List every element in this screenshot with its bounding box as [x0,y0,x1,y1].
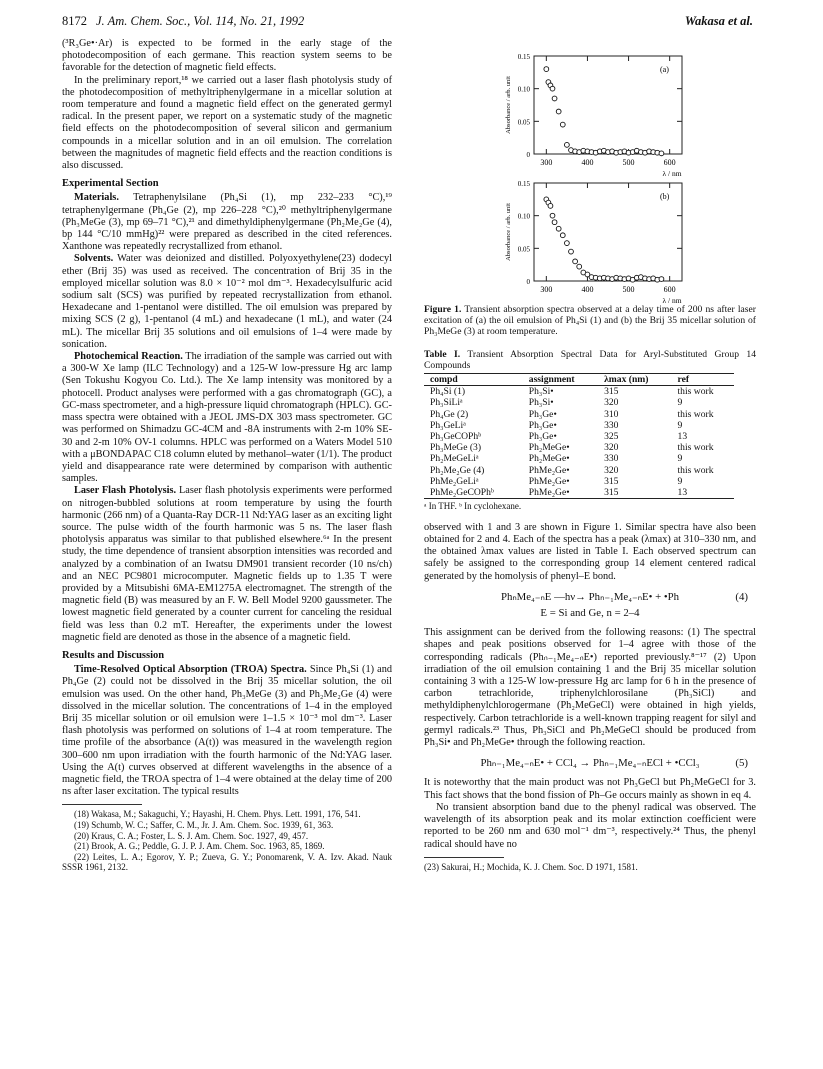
table-cell: Ph₂MeGe• [528,442,570,454]
column-header: assignment [528,374,575,385]
right-column [424,38,756,872]
paragraph: In the preliminary report,¹⁸ we carried out a laser flash photolysis study of the photodecomposition of methyltriphenylgermane in a micellar solution at room temperature and found a magnetic field effect on the generated germyl radical. In the present paper, we report on a systematic study of the magnetic field effects on the photodecomposition of several silicon and germanium compounds in a micellar solution and in an oil emulsion. The correlation between the magnitudes of magnetic field effects and the reaction conditions is also discussed. [62,74,392,172]
table-title: Transient Absorption Spectral Data for Aryl-Substituted Group 14 Compounds [424,349,757,371]
table-cell: 320 [604,397,619,409]
footnote: (19) Schumb, W. C.; Saffer, C. M., Jr. J. Am. Chem. Soc. 1939, 61, 363. [74,819,334,830]
data-point [556,226,561,231]
data-point [564,241,569,246]
table-row [424,465,734,476]
table-cell: Ph₃Ge• [528,408,557,420]
data-point [659,151,664,156]
equation-number: (4) [735,590,748,603]
table-cell: PhMe₂GeCOPhᵇ [424,487,523,499]
table-cell: 9 [677,397,683,409]
footnote: (20) Kraus, C. A.; Foster, L. S. J. Am. Chem. Soc. 1927, 49, 457. [74,830,309,841]
column-header: ref [677,374,690,385]
subheading: Laser Flash Photolysis. [74,485,177,497]
footnote: (18) Wakasa, M.; Sakaguchi, Y.; Hayashi, H. Chem. Phys. Lett. 1991, 176, 541. [74,809,361,820]
table-cell: 325 [604,431,619,443]
caption-label: Figure 1. [424,304,462,315]
x-axis-label: λ / nm [662,296,682,305]
table-cell: Ph₃GeLiᵃ [430,419,466,431]
spectra-chart [424,38,756,305]
table-caption [424,349,756,371]
table-cell: PhMe₂Ge• [528,475,570,487]
x-tick-label: 300 [540,285,553,294]
data-point [569,249,574,254]
y-tick-label: 0 [526,278,530,286]
x-tick-label: 600 [663,158,676,167]
data-point [550,213,555,218]
figure-caption [424,304,756,337]
equation-condition: E = Si and Ge, n = 2–4 [540,607,640,620]
running-header: 8172 [62,14,87,28]
paragraph: This assignment can be derived from the following reasons: (1) The spectral shapes and peak positions observed for 1–4 agree with those of the corresponding radicals (Phₙ₋₁Me₄₋ₙE•) reported previously.⁸⁻¹⁷ (2) Upon irradiation of the oil emulsion containing 1 and the Brij 35 micellar solution containing 3 with a 125-W low-pressure Hg arc lamp for 6 h in the presence of carbon tetrachloride, triphenylchlorosilane (Ph₃SiCl) and methyldiphenylchlorogermane (Ph₂MeGeCl) were obtained in high yields, respectively. Carbon tetrachloride is a well-known trapping reagent for silyl and germyl radicals.²³ Thus, Ph₃SiCl and Ph₂MeGeCl should be produced from Ph₃Si• and Ph₂MeGe• through the following reaction. [424,627,756,749]
footnote: (23) Sakurai, H.; Mochida, K. J. Chem. Soc. D 1971, 1581. [424,861,638,872]
x-axis-label: λ / nm [662,169,682,178]
table-row [424,476,734,487]
footnote-divider [424,857,504,858]
subheading: Solvents. [74,253,114,265]
table-cell: Ph₂MeGeLiᵃ [430,453,479,465]
footnote: (21) Brook, A. G.; Peddle, G. J. P. J. Am. Chem. Soc. 1963, 85, 1869. [74,841,325,852]
table-cell: Ph₂MeGe• [528,453,570,465]
paragraph: (³R₃Ge•·Ar) is expected to be formed in the early stage of the photodecomposition of each germane. This reaction system seems to be favorable for the detection of magnetic field effects. [62,38,392,74]
table-row [424,420,734,431]
author-header: Wakasa et al. [684,14,753,28]
table-cell: 320 [604,442,619,454]
data-point [560,122,565,127]
y-tick-label: 0.10 [517,212,530,221]
y-tick-label: 0.15 [517,180,530,188]
table-cell: Ph₄Si (1) [430,386,466,398]
y-tick-label: 0.15 [517,53,530,61]
equation-5 [424,757,756,769]
paragraph: observed with 1 and 3 are shown in Figure 1. Similar spectra have also been obtained for 2 and 4. Each of the spectra has a peak (λmax) at 310–330 nm, and the obtained λmax values are listed in Table I. Each observed spectrum can safely be assigned to the corresponding group 14 element centered radical generated by the homolysis of phenyl–E bond. [424,521,756,582]
data-point [564,142,569,147]
data-point [548,203,553,208]
table-cell: 315 [598,487,671,499]
y-tick-label: 0.05 [517,118,530,127]
data-point [577,264,582,269]
left-column [62,38,392,873]
data-point [659,277,664,282]
x-tick-label: 400 [581,285,594,294]
x-tick-label: 500 [622,285,635,294]
data-point [560,233,565,238]
data-point [550,86,555,91]
table-cell: 320 [604,464,619,476]
table-cell: 310 [604,408,619,420]
y-axis-label: Absorbance / arb. unit [505,76,512,134]
paragraph: Since Ph₄Si (1) and Ph₄Ge (2) could not be dissolved in the Brij 35 micellar solution, the oil emulsion was used. On the other hand, Ph₃MeGe (3) and Ph₂Me₂Ge (4) were dissolved in the micellar solution. The concentrations of 1–4 in the employed Brij 35 micellar solution or oil emulsion were 1–1.5 × 10⁻³ mol dm⁻³. Laser flash photolysis was performed on solutions of 1–4 at room temperature. The time profile of the absorbance (A(t)) was measured in the wavelength region 300–600 nm upon irradiation with the fourth harmonic of the Nd:YAG laser. Using the A(t) curves observed at different wavelengths in the absence of a magnetic field, the TROA spectra of 1–4 were obtained at the delay time of 200 ns after laser excitation. The typical results [62,664,392,798]
data-point [552,220,557,225]
column-header: compd [430,374,458,385]
equation-number: (5) [735,757,748,770]
table-cell: 9 [677,453,683,465]
table-cell: this work [677,442,714,454]
table-cell: Ph₃SiLiᵃ [430,397,463,409]
x-tick-label: 400 [581,158,594,167]
table-cell: 315 [604,475,619,487]
x-tick-label: 600 [663,285,676,294]
subheading: Time-Resolved Optical Absorption (TROA) Spectra. [74,664,307,676]
table-row [424,386,734,398]
table-cell: Ph₃GeCOPhᵇ [430,431,482,443]
table-row [424,487,734,499]
table-row [424,453,734,464]
data-point [556,109,561,114]
table-cell: Ph₃Ge• [528,419,557,431]
table-cell: 330 [604,453,619,465]
table-cell: PhMe₂GeLiᵃ [430,475,479,487]
y-tick-label: 0.10 [517,85,530,94]
data-point [573,259,578,264]
table-cell: Ph₃Si• [528,397,554,409]
subheading: Materials. [74,192,119,204]
caption-text: Transient absorption spectra observed at a delay time of 200 ns after laser excitation of (a) the oil emulsion of Ph₄Si (1) and (b) the Brij 35 micellar solution of Ph₃MeGe (3) at room temperature. [424,304,756,337]
data-point [552,96,557,101]
x-tick-label: 500 [622,158,635,167]
panel-label: (a) [660,65,669,74]
equation-4 [424,591,756,603]
paragraph: The irradiation of the sample was carried out with a 300-W Xe lamp (ILC Technology) and a 125-W low-pressure Hg arc lamp (Sen Tokushu Kogyou Co. Ltd.). The Xe lamp intensity was monitored by a photocell. Product analyses were performed with a gas chromatograph (GC), a GC-mass spectrometer, and a high-pressure liquid chromatograph (HPLC). GC-mass spectra were obtained with a JEOL JMS-DX 303 mass spectrometer. GC was performed on Shimadzu GC-4CM and -8A instruments with 2-m 10% SE-30 and 2-m 10% OV-1 columns. HPLC was performed on a Waters Model 510 with a μBONDAPAC C18 column eluted by methanol–water (1/1). The product yield and disappearance rate were determined by comparison with authentic samples. [62,351,392,485]
table-cell: 330 [604,419,619,431]
equation-text: PhₙMe₄₋ₙE ―hν→ Phₙ₋₁Me₄₋ₙE• + •Ph [500,590,680,603]
y-tick-label: 0 [526,151,530,159]
table-cell: 13 [677,431,688,443]
panel-label: (b) [660,192,670,201]
table-cell: this work [677,464,714,476]
footnotes [62,809,392,873]
footnote-divider [62,804,142,805]
table-cell: Ph₃Ge• [528,431,557,443]
table-cell: this work [677,408,714,420]
data-table [424,373,734,499]
table-cell: Ph₃Si• [528,386,554,398]
journal-citation: J. Am. Chem. Soc., Vol. 114, No. 21, 1992 [96,14,305,28]
table-cell: Ph₄Ge (2) [430,408,469,420]
table-row [424,442,734,453]
table-cell: PhMe₂Ge• [528,464,570,476]
column-header: λmax (nm) [604,374,649,385]
table-cell: 315 [604,386,619,398]
paragraph: Tetraphenylsilane (Ph₄Si (1), mp 232–233 °C),¹⁹ tetraphenylgermane (Ph₄Ge (2), mp 226–228 °C),²⁰ methyltriphenylgermane (Ph₃MeGe (3), mp 69–71 °C),²¹ and dimethyldiphenylgermane (Ph₂Me₂Ge (4), bp 144 °C/10 mmHg)²² were prepared as described in the cited references. Xanthone was repeatedly recrystallized from ethanol. [62,192,392,253]
y-axis-label: Absorbance / arb. unit [505,203,512,261]
table-cell: Ph₂Me₂Ge (4) [430,464,485,476]
paragraph: No transient absorption band due to the phenyl radical was observed. The wavelength of its absorption peak and its molar extinction coefficient were reported to be 260 nm and 630 mol⁻¹ dm⁻³, respectively.²⁴ Thus, the phenyl radical should have no [424,801,756,850]
table-cell: 13 [672,487,734,499]
table-label: Table I. [424,349,461,360]
x-tick-label: 300 [540,158,553,167]
y-tick-label: 0.05 [517,245,530,254]
paragraph: Laser flash photolysis experiments were performed on nitrogen-bubbled solutions at room temperature by using the fourth harmonic (266 nm) of a Quanta-Ray DCR-11 Nd:YAG laser as an exciting light source. The pulse width of the fourth harmonic was 5 ns. The laser flash photolysis apparatus was similar to that published elsewhere.⁶ᵃ In the present study, the time dependence of transient absorption intensities was recorded and analyzed by a combination of an Iwatsu DM901 transient recorder (10 ns/ch) and an NEC PC9801 microcomputer. Magnetic fields up to 1.35 T were provided by a Mitsubishi 6MA-EM1275A electromagnet. The strength of the magnetic field (B) was measured by an F. W. Bell Model 9200 gaussmeter. The lowest magnetic field generated by a counter current for canceling the residual field was less than 0.2 mT. Hereafter, the experiments under the lowest magnetic field are denoted as those in the absence of a magnetic field. [62,485,392,643]
figure-1 [424,38,756,305]
table-cell: 9 [677,475,683,487]
footnote: (22) Leites, L. A.; Egorov, Y. P.; Zueva, G. Y.; Ponomarenk, V. A. Izv. Akad. Nauk SSSR 1961, 2132. [62,851,392,873]
paragraph: Water was deionized and distilled. Polyoxyethylene(23) dodecyl ether (Brij 35) was used as received. The concentration of Brij 35 in the employed micellar solution was 8.0 × 10⁻² mol dm⁻³. Hexadecylsulfuric acid sodium salt (SCS) was purified by repeated recrystallization from ethanol. Hexadecane and 1-pentanol were distilled. The oil emulsion was prepared by mixing SCS (2 g), 1-pentanol (4 mL) and hexadecane (1 mL), and water (24 mL). The micellar Brij 35 solutions and oil emulsions of 1–4 were made by sonication. [62,253,392,350]
table-cell: this work [677,386,714,398]
table-row [424,409,734,420]
table-cell: 9 [677,419,683,431]
table-row [424,397,734,408]
data-point [544,67,549,72]
paragraph: It is noteworthy that the main product was not Ph₃GeCl but Ph₂MeGeCl for 3. This fact shows that the bond fission of Ph–Ge occurs mainly as shown in eq 4. [424,777,756,801]
table-row [424,431,734,442]
section-heading: Experimental Section [62,178,159,190]
subheading: Photochemical Reaction. [74,351,183,363]
table-cell: Ph₃MeGe (3) [430,442,482,454]
equation-text: Phₙ₋₁Me₄₋ₙE• + CCl₄ → Phₙ₋₁Me₄₋ₙECl + •CCl₃ [480,757,700,770]
section-heading: Results and Discussion [62,649,165,661]
table-note: ᵃ In THF. ᵇ In cyclohexane. [424,501,522,512]
table-cell: PhMe₂Ge• [523,487,598,499]
